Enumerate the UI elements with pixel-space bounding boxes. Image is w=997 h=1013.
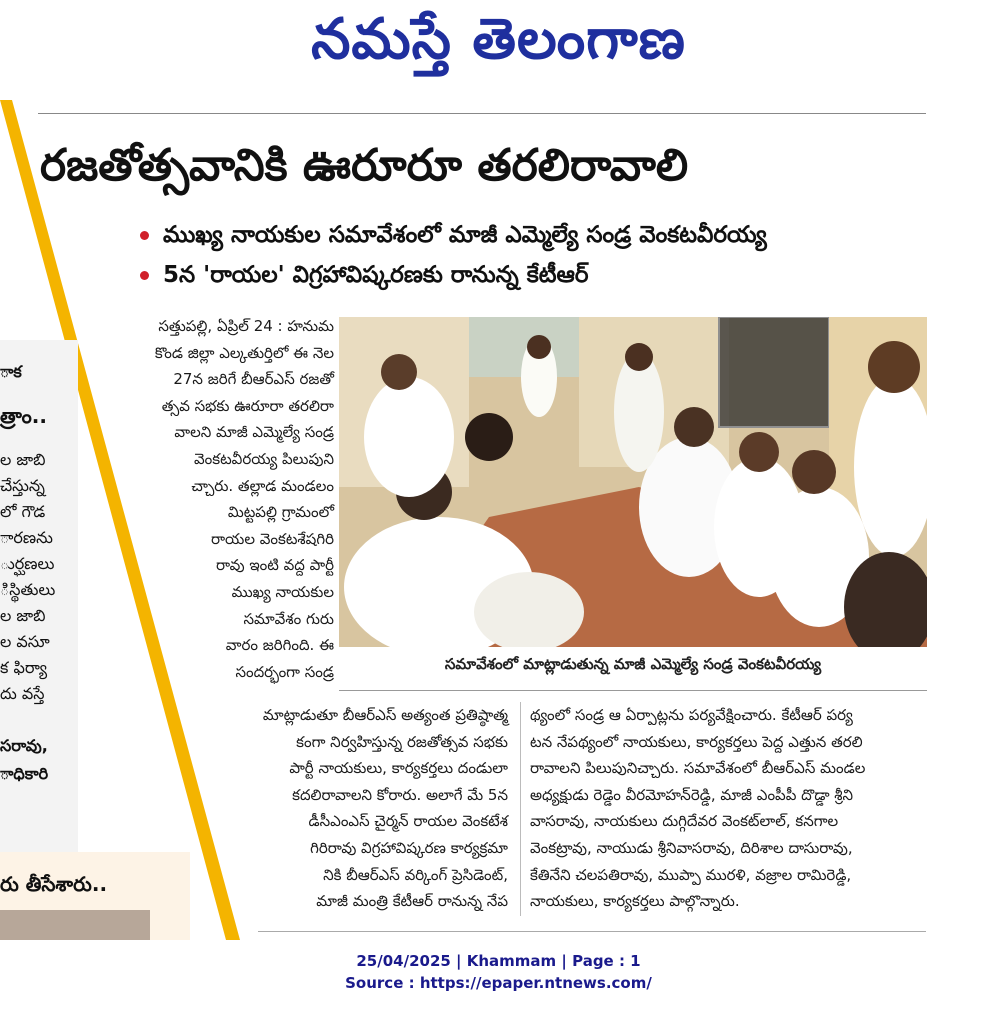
body-text-line: గిరిరావు విగ్రహావిష్కరణ కార్యక్రమా: [310, 839, 508, 857]
article-photo: [339, 317, 927, 647]
photo-caption: సమావేశంలో మాట్లాడుతున్న మాజీ ఎమ్మెల్యే సండ్ర వెంకటవీరయ్య: [444, 655, 822, 673]
edition-info: 25/04/2025 | Khammam | Page : 1: [356, 952, 641, 970]
masthead: [0, 0, 997, 80]
newspaper-logo: నమస్తే తెలంగాణ: [311, 7, 686, 72]
adjacent-photo: [0, 910, 150, 940]
body-text-line: వాలని మాజీ ఎమ్మెల్యే సండ్ర: [174, 423, 334, 442]
body-text-line: రాయల వెంకటశేషగిరి: [210, 529, 334, 548]
top-rule: [38, 113, 926, 114]
adjacent-headline: రు తీసేశారు..: [0, 872, 108, 896]
adjacent-fragment: ాధికారి: [0, 764, 49, 783]
body-text-line: సమావేశం గురు: [243, 609, 334, 628]
bullet-text: 5న 'రాయల' విగ్రహావిష్కరణకు రానున్న కేటీఆర్: [163, 262, 589, 288]
body-text-line: చ్చారు. తల్లాడ మండలం: [191, 476, 334, 495]
body-text-line: టన నేపథ్యంలో నాయకులు, కార్యకర్తలు పెద్ద ఎత్తున తరలి: [530, 732, 863, 751]
body-text-line: మాజీ మంత్రి కేటీఆర్ రానున్న నేప: [316, 892, 508, 911]
adjacent-fragment: చేస్తున్న: [0, 476, 45, 495]
body-text-line: మిట్టపల్లి గ్రామంలో: [227, 503, 334, 522]
subheadline-bullet: [140, 222, 767, 254]
bullet-icon: [140, 231, 149, 240]
body-text-line: డీసీఎంఎస్ చైర్మన్ రాయల వెంకటేశ: [308, 812, 508, 831]
adjacent-fragment: త్రాం..: [0, 404, 47, 428]
adjacent-fragment: ిస్థితులు: [0, 580, 56, 599]
body-text-line: వెంకటవీరయ్య పిలుపుని: [194, 450, 334, 468]
adjacent-fragment: దు వస్తే: [0, 684, 45, 703]
body-text-line: వెంకట్రావు, నాయుడు శ్రీనివాసరావు, దిరిశాల దాసురావు,: [530, 839, 853, 857]
body-text-line: నాయకులు, కార్యకర్తలు పాల్గొన్నారు.: [530, 892, 740, 911]
body-text-line: ముఖ్య నాయకుల: [231, 583, 334, 601]
adjacent-fragment: లో గౌడ: [0, 502, 46, 521]
body-text-line: కొండ జిల్లా ఎల్కతుర్తిలో ఈ నెల: [154, 343, 334, 362]
body-text-line: కంగా నిర్వహిస్తున్న రజతోత్సవ సభకు: [296, 732, 508, 751]
body-text-line: అధ్యక్షుడు రెడ్డెం వీరమోహన్‌రెడ్డి, మాజీ ఎంపీపీ దొడ్డా శ్రీని: [530, 785, 854, 804]
body-text-line: వారం జరిగింది. ఈ: [225, 636, 334, 655]
body-text-line: మాట్లాడుతూ బీఆర్ఎస్ అత్యంత ప్రతిష్ఠాత్మ: [262, 706, 508, 724]
adjacent-fragment: ుర్ఘణలు: [0, 554, 55, 573]
body-text-line: నికి బీఆర్ఎస్ వర్కింగ్ ప్రెసిడెంట్,: [323, 865, 508, 884]
adjacent-fragment: క ఫిర్యా: [0, 658, 48, 677]
adjacent-fragment: ల జాబి: [0, 450, 46, 469]
body-text-line: కేతినేని చలపతిరావు, ముప్పా మురళి, వజ్రాల రామిరెడ్డి,: [530, 865, 852, 884]
body-text-line: థ్యంలో సండ్ర ఆ ఏర్పాట్లను పర్యవేక్షించారు. కేటీఆర్ పర్య: [530, 706, 853, 724]
body-text-line: రావాలని పిలుపునిచ్చారు. సమావేశంలో బీఆర్ఎస్ మండల: [530, 759, 866, 778]
body-text-line: రావు ఇంటి వద్ద పార్టీ: [216, 556, 334, 575]
meeting-photo-illustration: [339, 317, 927, 647]
bullet-text: ముఖ్య నాయకుల సమావేశంలో మాజీ ఎమ్మెల్యే సండ్ర వెంకటవీరయ్య: [163, 222, 767, 248]
adjacent-fragment: ాక: [0, 362, 22, 381]
body-text-line: త్సవ సభకు ఊరూరా తరలిరా: [161, 396, 334, 415]
caption-rule: [339, 690, 927, 691]
bottom-rule: [258, 931, 926, 932]
body-text-line: వాసరావు, నాయకులు దుగ్గిదేవర వెంకట్‌లాల్, కనగాల: [530, 812, 839, 831]
adjacent-fragment: ల వసూ: [0, 632, 50, 651]
column-divider: [520, 702, 521, 916]
adjacent-fragment: సరావు,: [0, 736, 48, 755]
bullet-icon: [140, 271, 149, 280]
source-link[interactable]: Source : https://epaper.ntnews.com/: [345, 974, 652, 992]
body-text-line: సందర్భంగా సండ్ర: [235, 662, 334, 681]
article-headline: రజతోత్సవానికి ఊరూరూ తరలిరావాలి: [40, 140, 689, 191]
body-text-line: కదలిరావాలని కోరారు. అలాగే మే 5న: [292, 785, 508, 804]
body-text-line: సత్తుపల్లి, ఏప్రిల్ 24 : హనుమ: [158, 317, 334, 335]
page-footer: [0, 950, 997, 994]
adjacent-fragment: ల జాబి: [0, 606, 46, 625]
subheadline-bullet: [140, 262, 588, 294]
adjacent-fragment: ారణను: [0, 528, 53, 547]
body-text-line: పార్టీ నాయకులు, కార్యకర్తలు దండులా: [289, 759, 508, 778]
body-text-line: 27న జరిగే బీఆర్ఎస్ రజతో: [173, 370, 334, 389]
